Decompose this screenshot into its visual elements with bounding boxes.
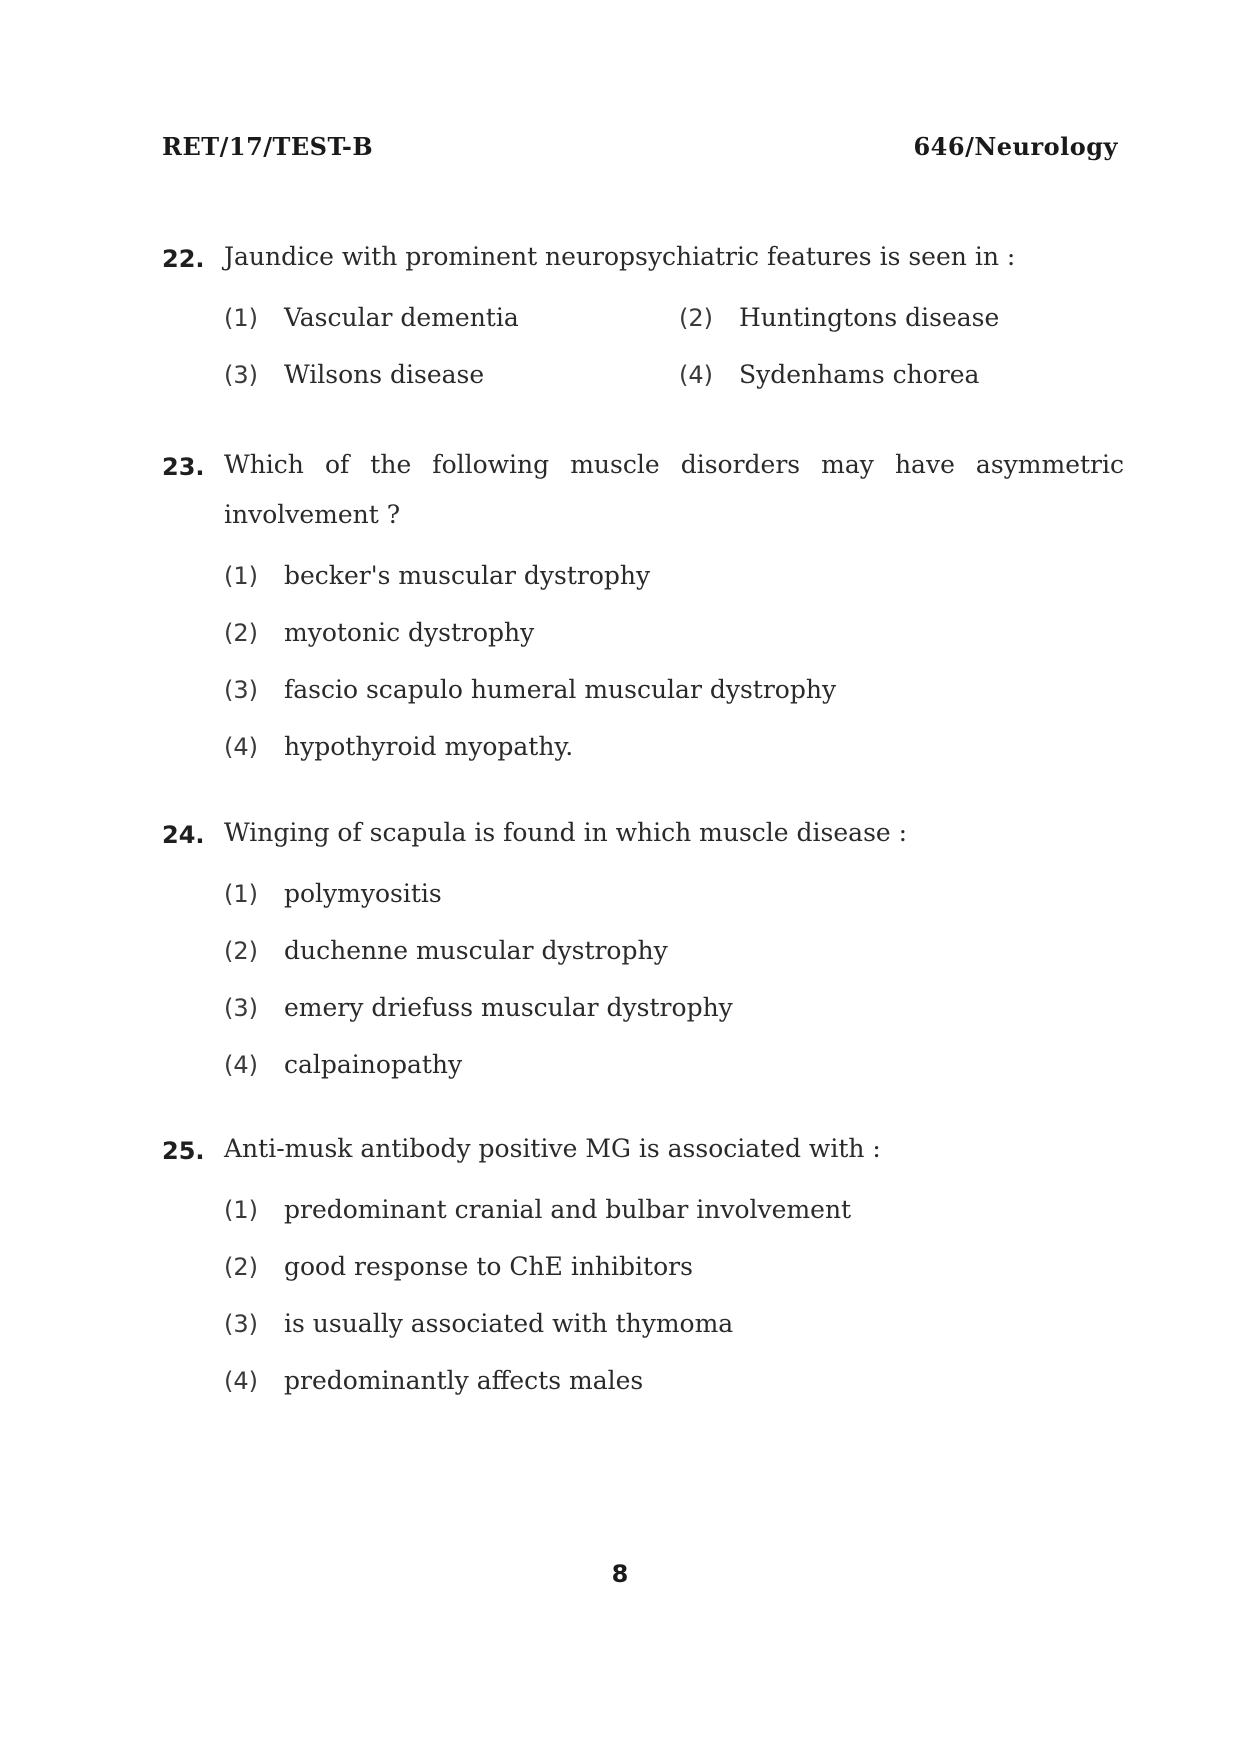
- option-2: [224, 608, 534, 658]
- option-1: [224, 293, 679, 343]
- option-number: (4): [679, 360, 713, 389]
- question-number: 22.: [162, 245, 205, 273]
- option-4: [224, 1356, 643, 1406]
- option-3: [224, 1299, 733, 1349]
- option-3: [224, 665, 836, 715]
- option-text: Sydenhams chorea: [739, 359, 980, 389]
- option-number: (2): [679, 303, 713, 332]
- option-number: (3): [224, 1309, 258, 1338]
- question-23: [162, 440, 1124, 775]
- option-number: (4): [224, 1050, 258, 1079]
- option-text: good response to ChE inhibitors: [284, 1251, 693, 1281]
- option-text: duchenne muscular dystrophy: [284, 935, 668, 965]
- option-3: [224, 350, 679, 400]
- option-2: [224, 1242, 693, 1292]
- question-number: 25.: [162, 1137, 205, 1165]
- options-list: [224, 865, 1124, 1093]
- option-4: [679, 350, 979, 400]
- question-text-line-1: Which of the following muscle disorders may have asymmetric: [224, 450, 1124, 479]
- question-text: Winging of scapula is found in which muscle disease :: [224, 818, 908, 847]
- option-number: (1): [224, 561, 258, 590]
- question-number: 23.: [162, 453, 205, 481]
- option-2: [679, 293, 999, 343]
- option-text: hypothyroid myopathy.: [284, 731, 574, 761]
- option-number: (4): [224, 732, 258, 761]
- option-text: polymyositis: [284, 878, 442, 908]
- options-grid: [224, 289, 1124, 403]
- option-4: [224, 722, 573, 772]
- option-number: (1): [224, 1195, 258, 1224]
- question-25: [162, 1124, 1124, 1409]
- option-number: (4): [224, 1366, 258, 1395]
- option-text: Huntingtons disease: [739, 302, 1000, 332]
- option-text: Wilsons disease: [284, 359, 485, 389]
- option-number: (3): [224, 993, 258, 1022]
- option-number: (3): [224, 360, 258, 389]
- option-2: [224, 926, 668, 976]
- option-number: (2): [224, 1252, 258, 1281]
- option-number: (1): [224, 879, 258, 908]
- option-3: [224, 983, 733, 1033]
- question-24: [162, 808, 1124, 1093]
- option-number: (2): [224, 936, 258, 965]
- option-4: [224, 1040, 462, 1090]
- header-subject: 646/Neurology: [913, 132, 1118, 161]
- page-number: 8: [611, 1560, 629, 1588]
- option-number: (2): [224, 618, 258, 647]
- option-1: [224, 869, 442, 919]
- option-text: is usually associated with thymoma: [284, 1308, 734, 1338]
- option-text: myotonic dystrophy: [284, 617, 535, 647]
- option-1: [224, 1185, 851, 1235]
- option-1: [224, 551, 650, 601]
- options-list: [224, 1181, 1124, 1409]
- option-text: emery driefuss muscular dystrophy: [284, 992, 733, 1022]
- header-code: RET/17/TEST-B: [162, 132, 374, 161]
- option-number: (1): [224, 303, 258, 332]
- question-22: [162, 232, 1124, 403]
- question-text-line-2: involvement ?: [224, 500, 401, 529]
- options-list: [224, 547, 1124, 775]
- option-text: predominant cranial and bulbar involvement: [284, 1194, 852, 1224]
- option-text: fascio scapulo humeral muscular dystrophy: [284, 674, 837, 704]
- question-number: 24.: [162, 821, 205, 849]
- option-text: calpainopathy: [284, 1049, 463, 1079]
- option-text: predominantly affects males: [284, 1365, 644, 1395]
- option-text: becker's muscular dystrophy: [284, 560, 651, 590]
- option-text: Vascular dementia: [284, 302, 519, 332]
- option-number: (3): [224, 675, 258, 704]
- question-text: Anti-musk antibody positive MG is associated with :: [224, 1134, 881, 1163]
- question-text: Jaundice with prominent neuropsychiatric features is seen in :: [224, 242, 1016, 271]
